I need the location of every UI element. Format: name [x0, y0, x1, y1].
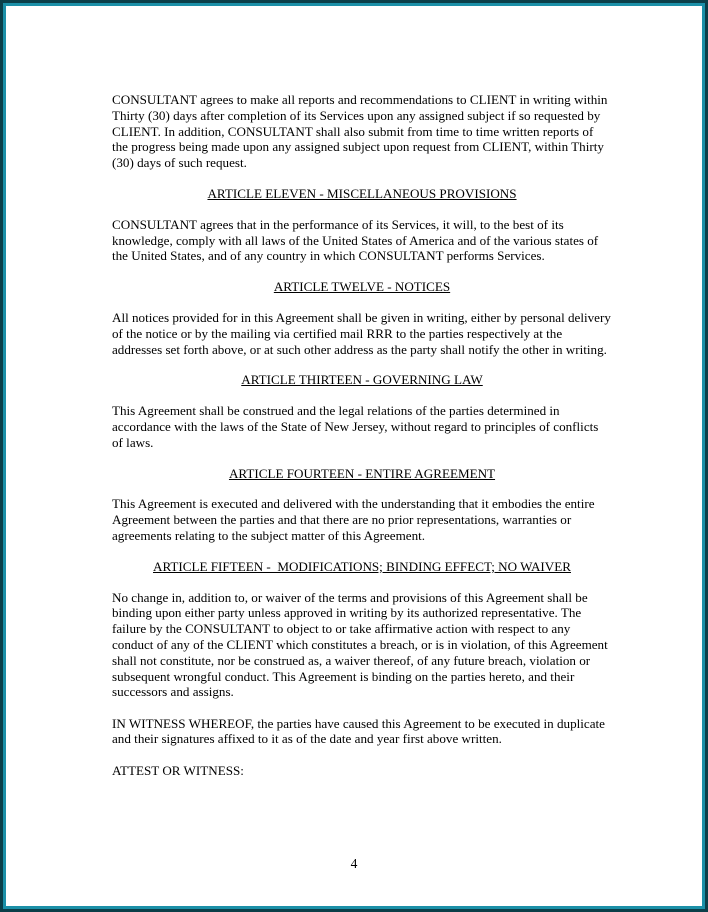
article-fifteen-body: No change in, addition to, or waiver of the terms and provisions of this Agreement shall be binding upon either party unless approved in writing by its authorized representative. The failure by the CONSULTANT to object to or take affirmative action with respect to any conduct of any of the CLIENT which constitutes a breach, or is in violation, of this Agreement shall not constitute, nor be construed as, a waiver thereof, of any future breach, violation or subsequent wrongful conduct. This Agreement is binding on the parties hereto, and their successors and assigns. — [112, 589, 608, 700]
page-number: 4 — [350, 856, 358, 871]
attest-label: ATTEST OR WITNESS: — [112, 762, 244, 778]
article-eleven-heading: ARTICLE ELEVEN - MISCELLANEOUS PROVISIONS — [207, 185, 517, 201]
article-fifteen-heading: ARTICLE FIFTEEN - MODIFICATIONS; BINDING EFFECT; NO WAIVER — [153, 558, 571, 574]
article-twelve-body: All notices provided for in this Agreement shall be given in writing, either by personal delivery of the notice or by the mailing via certified mail RRR to the parties respectively at the addresses set forth above, or at such other address as the party shall notify the other in writing. — [112, 309, 611, 357]
document-body — [112, 92, 612, 779]
article-fourteen-heading: ARTICLE FOURTEEN - ENTIRE AGREEMENT — [228, 465, 496, 481]
intro-paragraph: CONSULTANT agrees to make all reports and recommendations to CLIENT in writing within Thirty (30) days after completion of its Services upon any assigned subject if so requested by CLIENT. In addition, CONSULTANT shall also submit from time to time written reports of the progress being made upon any assigned subject upon request from CLIENT, within Thirty (30) days of such request. — [112, 92, 608, 171]
document-page — [3, 3, 705, 909]
spacer — [112, 700, 612, 716]
spacer — [112, 747, 612, 763]
article-eleven-body: CONSULTANT agrees that in the performance of its Services, it will, to the best of its knowledge, comply with all laws of the United States of America and of the various states of the United States, and of any country in which CONSULTANT performs Services. — [112, 216, 599, 264]
article-thirteen-body: This Agreement shall be construed and the legal relations of the parties determined in accordance with the laws of the State of New Jersey, without regard to principles of conflicts of laws. — [112, 403, 599, 450]
witness-paragraph: IN WITNESS WHEREOF, the parties have caused this Agreement to be executed in duplicate and their signatures affixed to it as of the date and year first above written. — [112, 715, 605, 747]
article-fourteen-body: This Agreement is executed and delivered with the understanding that it embodies the entire Agreement between the parties and that there are no prior representations, warranties or agreements relating to the subject matter of this Agreement. — [112, 496, 595, 543]
article-thirteen-heading: ARTICLE THIRTEEN - GOVERNING LAW — [241, 372, 483, 388]
article-twelve-heading: ARTICLE TWELVE - NOTICES — [273, 279, 451, 295]
